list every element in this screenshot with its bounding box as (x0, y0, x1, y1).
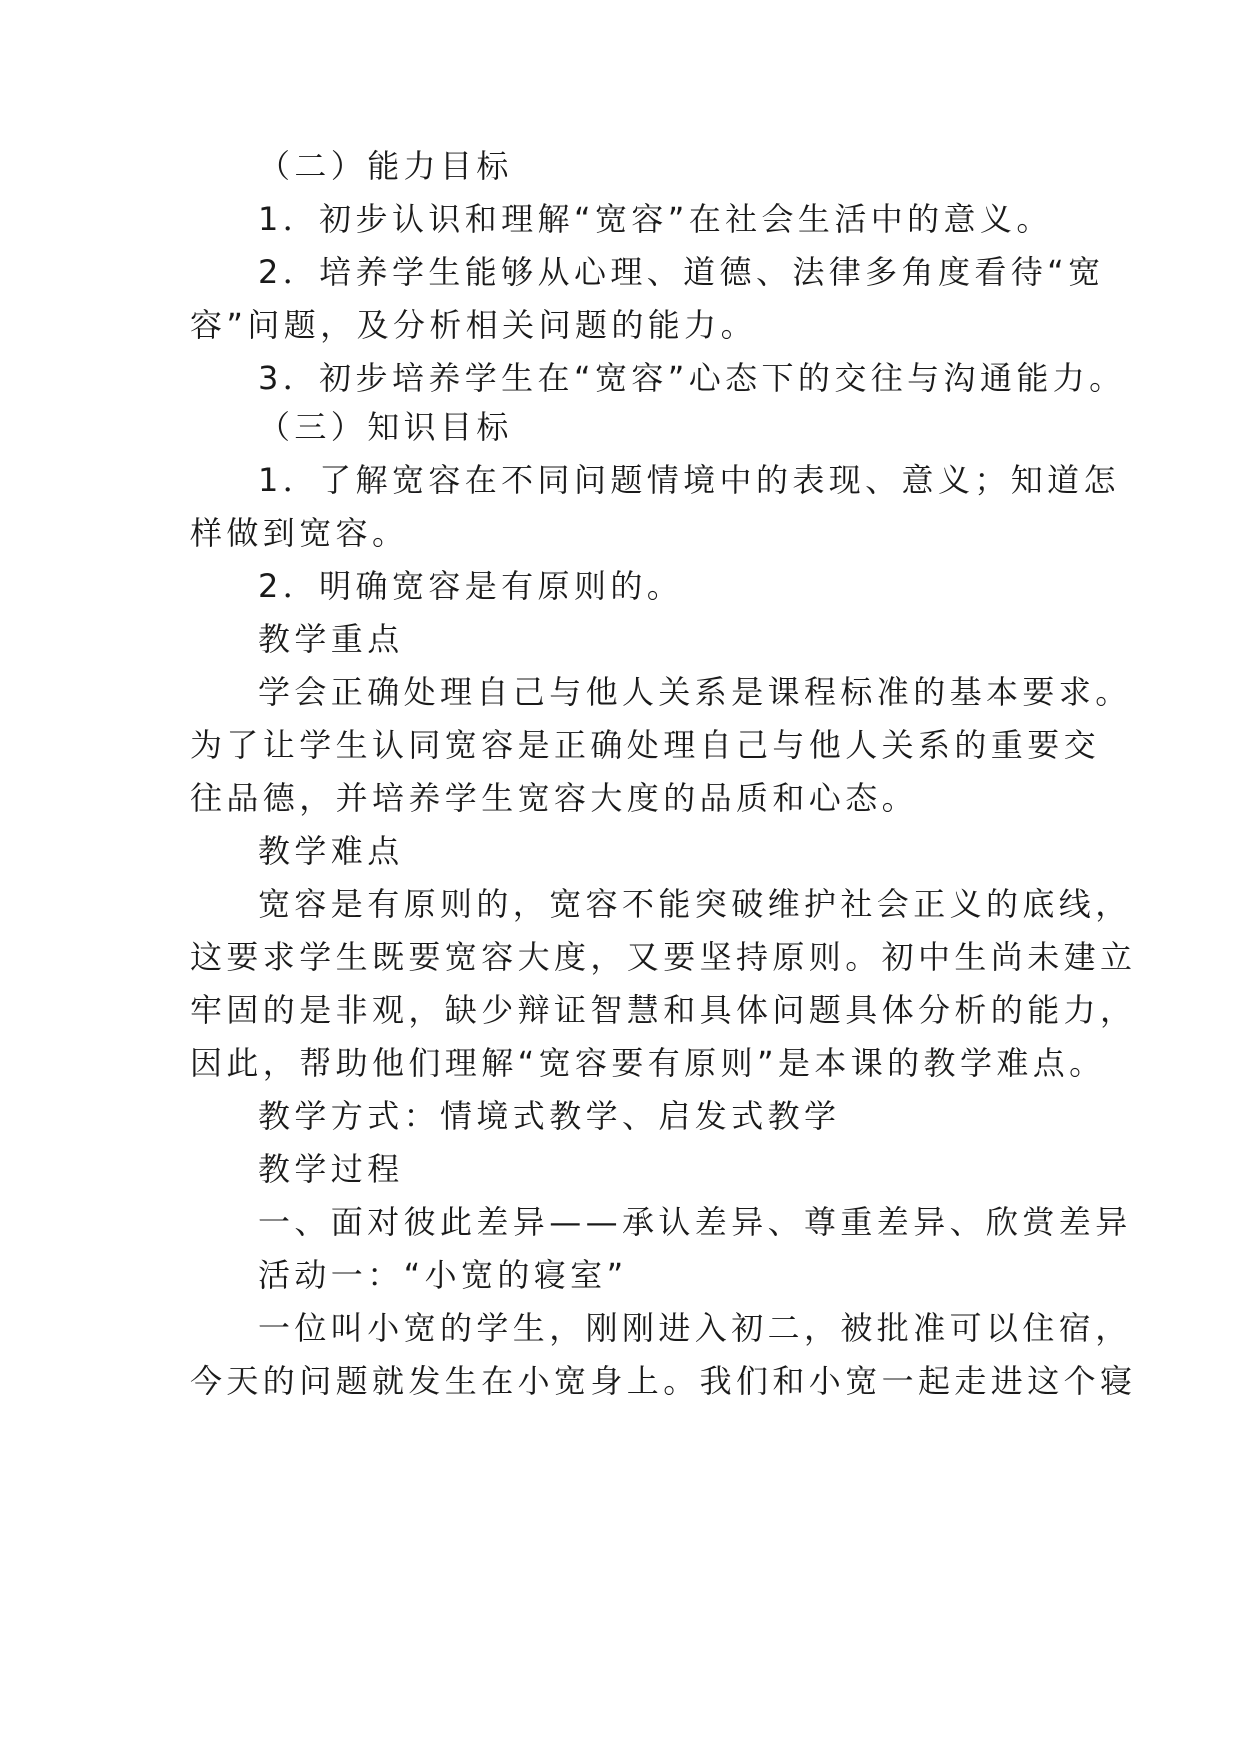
paragraph-line: 3．初步培养学生在“宽容”心态下的交往与沟通能力。 (258, 359, 1126, 397)
paragraph-line: 这要求学生既要宽容大度，又要坚持原则。初中生尚未建立 (190, 938, 1137, 976)
paragraph-line: 一、面对彼此差异——承认差异、尊重差异、欣赏差异 (258, 1203, 1132, 1241)
paragraph-line: 今天的问题就发生在小宽身上。我们和小宽一起走进这个寝 (190, 1362, 1137, 1400)
teaching-method-line: 教学方式：情境式教学、启发式教学 (258, 1097, 841, 1135)
paragraph-line: 学会正确处理自己与他人关系是课程标准的基本要求。 (258, 673, 1132, 711)
section-heading-ability-goals: （二）能力目标 (258, 147, 513, 185)
section-heading-knowledge-goals: （三）知识目标 (258, 408, 513, 446)
paragraph-line: 1．了解宽容在不同问题情境中的表现、意义；知道怎 (258, 461, 1120, 499)
paragraph-line: 1．初步认识和理解“宽容”在社会生活中的意义。 (258, 200, 1053, 238)
paragraph-line: 一位叫小宽的学生，刚刚进入初二，被批准可以住宿， (258, 1309, 1132, 1347)
paragraph-line: 容”问题，及分析相关问题的能力。 (190, 306, 757, 344)
paragraph-line: 往品德，并培养学生宽容大度的品质和心态。 (190, 779, 919, 817)
paragraph-line: 2．培养学生能够从心理、道德、法律多角度看待“宽 (258, 253, 1105, 291)
paragraph-line: 因此，帮助他们理解“宽容要有原则”是本课的教学难点。 (190, 1044, 1106, 1082)
paragraph-line: 牢固的是非观，缺少辩证智慧和具体问题具体分析的能力， (190, 991, 1137, 1029)
section-heading-teaching-process: 教学过程 (258, 1150, 404, 1188)
section-heading-key-points: 教学重点 (258, 620, 404, 658)
paragraph-line: 宽容是有原则的，宽容不能突破维护社会正义的底线， (258, 885, 1132, 923)
paragraph-line: 样做到宽容。 (190, 514, 409, 552)
activity-heading: 活动一：“小宽的寝室” (258, 1256, 628, 1294)
section-heading-difficulties: 教学难点 (258, 832, 404, 870)
paragraph-line: 为了让学生认同宽容是正确处理自己与他人关系的重要交 (190, 726, 1101, 764)
paragraph-line: 2．明确宽容是有原则的。 (258, 567, 684, 605)
